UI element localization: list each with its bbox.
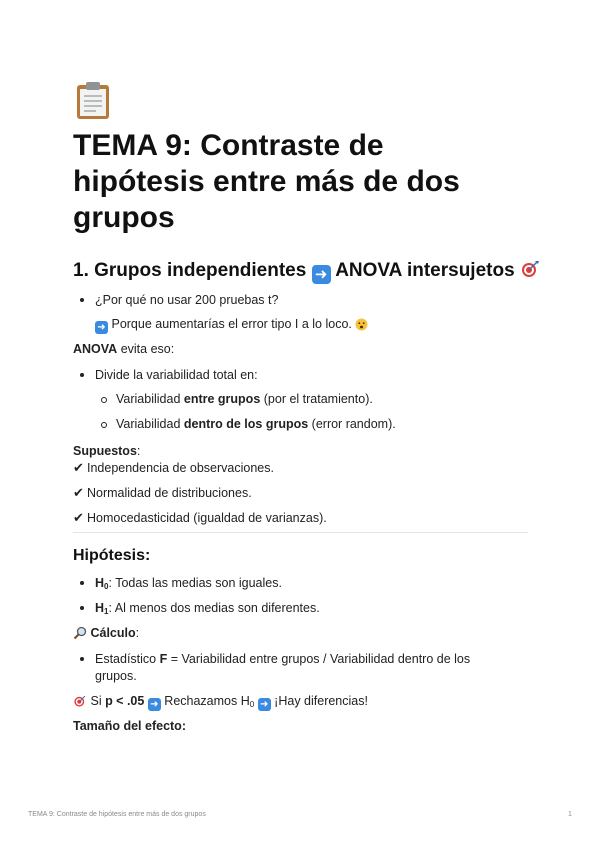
- calculo-label: Cálculo:: [73, 625, 139, 641]
- arrow-right-icon: ➜: [312, 265, 331, 284]
- si-text: Si: [90, 694, 106, 708]
- arrow-right-icon: ➜: [258, 698, 271, 711]
- heading-part-a: 1. Grupos independientes: [73, 260, 307, 281]
- rechazamos-sub: 0: [249, 700, 255, 709]
- calculo-bold: Cálculo: [90, 626, 136, 640]
- list-item-h0: [95, 575, 282, 595]
- target-icon: [73, 694, 87, 708]
- bullet-dot: [80, 581, 84, 585]
- bullet-dot: [80, 298, 84, 302]
- bullet-dot: [80, 657, 84, 661]
- scared-face-icon: [355, 318, 368, 331]
- sublist-item-dentro: [116, 416, 396, 432]
- target-icon: [520, 259, 540, 279]
- supuesto-text: Independencia de observaciones.: [87, 461, 274, 475]
- paragraph-anova: [73, 341, 174, 357]
- magnifier-icon: [73, 626, 87, 640]
- list-item-estadistico-cont: grupos.: [95, 669, 137, 683]
- supuesto-item: [73, 510, 327, 526]
- check-icon: ✔: [73, 485, 84, 500]
- supuestos-label: Supuestos:: [73, 444, 141, 458]
- sub2-a: Variabilidad: [116, 417, 184, 431]
- heading-part-b: ANOVA intersujetos: [335, 260, 515, 281]
- h1-label: H: [95, 601, 105, 615]
- sub1-b: entre grupos: [183, 392, 261, 406]
- bullet-circle: [101, 422, 107, 428]
- h0-sub: 0: [104, 582, 109, 591]
- tamano-label: [73, 718, 186, 734]
- supuesto-text: Homocedasticidad (igualdad de varianzas).: [87, 511, 327, 525]
- list-item-answer: [95, 316, 368, 334]
- page-title: TEMA 9: Contraste de hipótesis entre más de dos grupos: [73, 129, 460, 234]
- footer-page-number: 1: [568, 811, 572, 818]
- h0-label: H: [95, 576, 105, 590]
- tamano-bold: Tamaño del efecto:: [73, 719, 186, 733]
- bullet-dot: [80, 606, 84, 610]
- rechazamos-text: Rechazamos H: [160, 694, 250, 708]
- check-icon: ✔: [73, 460, 84, 475]
- sub1-a: Variabilidad: [116, 392, 184, 406]
- sublist-item-entre: [116, 391, 373, 407]
- supuesto-item: [73, 460, 274, 476]
- hay-text: ¡Hay diferencias!: [270, 694, 368, 708]
- paragraph-rechazo: [73, 693, 368, 713]
- supuestos-bold: Supuestos: [73, 444, 137, 458]
- section-heading-anova: [73, 259, 540, 284]
- arrow-right-icon: ➜: [95, 321, 108, 334]
- supuesto-text: Normalidad de distribuciones.: [87, 486, 252, 500]
- check-icon: ✔: [73, 510, 84, 525]
- h0-text: : Todas las medias son iguales.: [108, 576, 282, 590]
- p-cond: p < .05: [105, 694, 145, 708]
- divider: [73, 532, 528, 533]
- bullet-circle: [101, 397, 107, 403]
- est-b: F: [159, 652, 168, 666]
- est-c: = Variabilidad entre grupos / Variabilidad dentro de los: [167, 652, 471, 666]
- anova-bold: ANOVA: [73, 342, 118, 356]
- clipboard-icon: [73, 80, 113, 120]
- sub2-b: dentro de los grupos: [183, 417, 309, 431]
- sub2-c: (error random).: [308, 417, 396, 431]
- bullet-dot: [80, 373, 84, 377]
- h1-sub: 1: [104, 607, 109, 616]
- section-heading-hipotesis: Hipótesis:: [73, 547, 151, 564]
- sub1-c: (por el tratamiento).: [260, 392, 373, 406]
- answer-text: Porque aumentarías el error tipo I a lo loco.: [111, 317, 352, 331]
- est-a: Estadístico: [95, 652, 160, 666]
- footer-title: TEMA 9: Contraste de hipótesis entre más de dos grupos: [28, 811, 206, 818]
- list-item-estadistico: [95, 651, 495, 667]
- anova-rest: evita eso:: [117, 342, 175, 356]
- h1-text: : Al menos dos medias son diferentes.: [108, 601, 320, 615]
- list-item-divide: Divide la variabilidad total en:: [95, 368, 258, 382]
- list-item-question: ¿Por qué no usar 200 pruebas t?: [95, 293, 279, 307]
- supuesto-item: [73, 485, 252, 501]
- list-item-h1: [95, 600, 320, 620]
- arrow-right-icon: ➜: [148, 698, 161, 711]
